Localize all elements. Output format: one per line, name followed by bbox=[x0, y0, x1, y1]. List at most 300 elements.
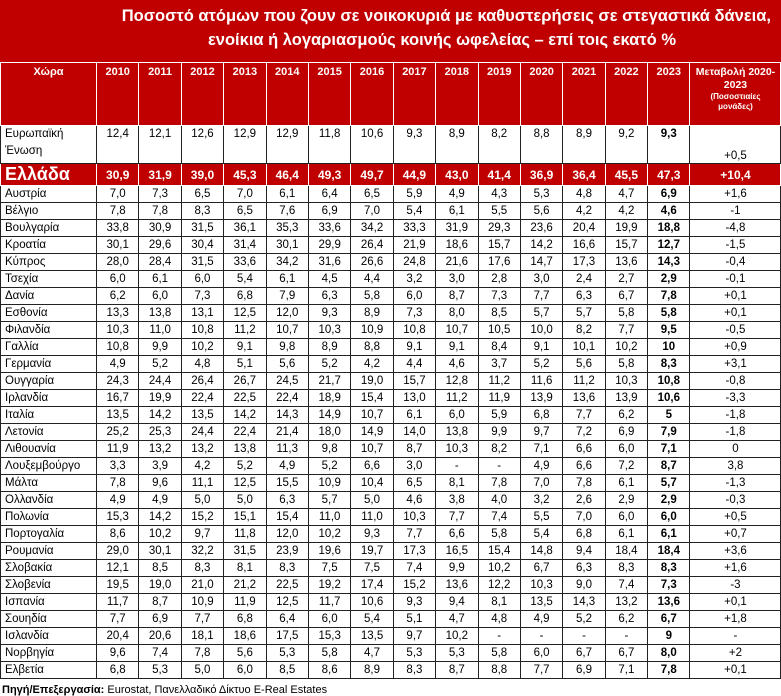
value-cell: 8,9 bbox=[308, 339, 350, 356]
header-year: 2022 bbox=[605, 63, 647, 126]
value-cell: 6,0 bbox=[224, 662, 266, 679]
value-cell: 29,0 bbox=[97, 543, 139, 560]
change-cell: +3,1 bbox=[690, 356, 781, 373]
table-row bbox=[1, 164, 781, 186]
value-cell: 19,5 bbox=[97, 577, 139, 594]
value-cell: 5,7 bbox=[520, 305, 562, 322]
value-cell: 26,4 bbox=[351, 237, 393, 254]
value-cell: 8,7 bbox=[139, 594, 181, 611]
value-cell: 6,5 bbox=[351, 186, 393, 203]
value-cell: 4,2 bbox=[605, 203, 647, 220]
value-cell: 5,1 bbox=[224, 356, 266, 373]
table-row bbox=[1, 288, 781, 305]
value-cell: 9,9 bbox=[478, 424, 520, 441]
value-cell: 8,3 bbox=[648, 356, 690, 373]
value-cell: 12,9 bbox=[224, 126, 266, 164]
value-cell: 5,2 bbox=[139, 356, 181, 373]
change-cell: +10,4 bbox=[690, 164, 781, 186]
value-cell: 4,9 bbox=[266, 458, 308, 475]
value-cell: 5 bbox=[648, 407, 690, 424]
value-cell: 15,3 bbox=[308, 628, 350, 645]
value-cell: 7,7 bbox=[181, 611, 223, 628]
header-year: 2016 bbox=[351, 63, 393, 126]
value-cell: 10,3 bbox=[520, 577, 562, 594]
country-cell: Πολωνία bbox=[1, 509, 97, 526]
value-cell: 7,7 bbox=[393, 526, 435, 543]
value-cell: 5,6 bbox=[266, 356, 308, 373]
value-cell: 2,4 bbox=[563, 271, 605, 288]
value-cell: 31,5 bbox=[224, 543, 266, 560]
value-cell: 6,6 bbox=[436, 526, 478, 543]
value-cell: 8,7 bbox=[436, 288, 478, 305]
value-cell: 13,9 bbox=[520, 390, 562, 407]
value-cell: 7,8 bbox=[563, 475, 605, 492]
value-cell: 7,1 bbox=[520, 441, 562, 458]
table-row bbox=[1, 220, 781, 237]
table-row bbox=[1, 594, 781, 611]
value-cell: 16,6 bbox=[563, 237, 605, 254]
value-cell: 5,8 bbox=[308, 645, 350, 662]
value-cell: 10,9 bbox=[181, 594, 223, 611]
value-cell: 6,3 bbox=[563, 560, 605, 577]
value-cell: 13,5 bbox=[181, 407, 223, 424]
value-cell: 11,2 bbox=[478, 373, 520, 390]
value-cell: 5,9 bbox=[393, 186, 435, 203]
value-cell: 4,2 bbox=[181, 458, 223, 475]
value-cell: 19,7 bbox=[351, 543, 393, 560]
country-cell: Σλοβενία bbox=[1, 577, 97, 594]
value-cell: 6,9 bbox=[139, 611, 181, 628]
value-cell: 9,7 bbox=[393, 628, 435, 645]
value-cell: 8,0 bbox=[436, 305, 478, 322]
country-cell: Ιταλία bbox=[1, 407, 97, 424]
value-cell: 6,8 bbox=[520, 407, 562, 424]
value-cell: 6,7 bbox=[605, 288, 647, 305]
country-cell: Φιλανδία bbox=[1, 322, 97, 339]
value-cell: 46,4 bbox=[266, 164, 308, 186]
value-cell: 4,2 bbox=[563, 203, 605, 220]
value-cell: 9,1 bbox=[224, 339, 266, 356]
value-cell: 10,9 bbox=[308, 475, 350, 492]
value-cell: 5,3 bbox=[266, 645, 308, 662]
value-cell: 11,0 bbox=[139, 322, 181, 339]
value-cell: 12,0 bbox=[266, 305, 308, 322]
value-cell: 22,5 bbox=[266, 577, 308, 594]
value-cell: 3,7 bbox=[478, 356, 520, 373]
value-cell: 2,8 bbox=[478, 271, 520, 288]
change-cell: +1,6 bbox=[690, 186, 781, 203]
value-cell: 13,5 bbox=[520, 594, 562, 611]
value-cell: 17,5 bbox=[266, 628, 308, 645]
value-cell: 18,8 bbox=[648, 220, 690, 237]
value-cell: 6,7 bbox=[648, 611, 690, 628]
value-cell: 6,1 bbox=[393, 407, 435, 424]
value-cell: 6,1 bbox=[266, 271, 308, 288]
value-cell: 19,0 bbox=[139, 577, 181, 594]
value-cell: 10,8 bbox=[393, 322, 435, 339]
value-cell: 9,5 bbox=[648, 322, 690, 339]
value-cell: 5,7 bbox=[563, 305, 605, 322]
value-cell: 11,6 bbox=[520, 373, 562, 390]
value-cell: 5,5 bbox=[520, 509, 562, 526]
data-table bbox=[0, 62, 781, 679]
value-cell: 13,8 bbox=[139, 305, 181, 322]
value-cell: 10,2 bbox=[605, 339, 647, 356]
table-row bbox=[1, 645, 781, 662]
value-cell: 13,9 bbox=[605, 390, 647, 407]
value-cell: 4,9 bbox=[139, 492, 181, 509]
country-cell: Βέλγιο bbox=[1, 203, 97, 220]
value-cell: 13,1 bbox=[181, 305, 223, 322]
value-cell: 8,5 bbox=[139, 560, 181, 577]
country-cell: Κροατία bbox=[1, 237, 97, 254]
value-cell: 12,9 bbox=[266, 126, 308, 164]
value-cell: 6,1 bbox=[266, 186, 308, 203]
value-cell: 19,9 bbox=[139, 390, 181, 407]
table-row bbox=[1, 126, 781, 164]
table-row bbox=[1, 475, 781, 492]
value-cell: 8,2 bbox=[563, 322, 605, 339]
value-cell: 32,2 bbox=[181, 543, 223, 560]
value-cell: 4,9 bbox=[436, 186, 478, 203]
value-cell: 11,9 bbox=[97, 441, 139, 458]
value-cell: 5,2 bbox=[308, 356, 350, 373]
value-cell: 25,3 bbox=[139, 424, 181, 441]
value-cell: 31,9 bbox=[139, 164, 181, 186]
value-cell: 10,7 bbox=[351, 407, 393, 424]
change-cell: -1,3 bbox=[690, 475, 781, 492]
value-cell: 4,4 bbox=[351, 271, 393, 288]
value-cell: 8,2 bbox=[478, 441, 520, 458]
value-cell: 8,2 bbox=[478, 126, 520, 164]
country-cell: Σλοβακία bbox=[1, 560, 97, 577]
value-cell: 5,7 bbox=[308, 492, 350, 509]
value-cell: 12,5 bbox=[266, 594, 308, 611]
value-cell: 17,6 bbox=[478, 254, 520, 271]
value-cell: 5,0 bbox=[181, 662, 223, 679]
value-cell: 2,7 bbox=[605, 271, 647, 288]
change-cell: 0 bbox=[690, 441, 781, 458]
change-cell: -0,4 bbox=[690, 254, 781, 271]
value-cell: 24,4 bbox=[181, 424, 223, 441]
value-cell: 20,4 bbox=[563, 220, 605, 237]
country-cell: Σουηδία bbox=[1, 611, 97, 628]
value-cell: 15,2 bbox=[181, 509, 223, 526]
value-cell: - bbox=[478, 458, 520, 475]
value-cell: - bbox=[478, 628, 520, 645]
value-cell: 7,4 bbox=[478, 509, 520, 526]
value-cell: 9,3 bbox=[648, 126, 690, 164]
value-cell: 6,5 bbox=[224, 203, 266, 220]
value-cell: 14,3 bbox=[648, 254, 690, 271]
value-cell: 28,0 bbox=[97, 254, 139, 271]
value-cell: 13,2 bbox=[139, 441, 181, 458]
value-cell: 8,8 bbox=[520, 126, 562, 164]
value-cell: 8,7 bbox=[393, 441, 435, 458]
value-cell: 4,0 bbox=[478, 492, 520, 509]
table-row bbox=[1, 577, 781, 594]
value-cell: 9 bbox=[648, 628, 690, 645]
value-cell: 6,2 bbox=[97, 288, 139, 305]
value-cell: 8,1 bbox=[478, 594, 520, 611]
value-cell: 21,4 bbox=[266, 424, 308, 441]
value-cell: 4,7 bbox=[605, 186, 647, 203]
header-year: 2023 bbox=[648, 63, 690, 126]
value-cell: 18,4 bbox=[605, 543, 647, 560]
change-cell: - bbox=[690, 628, 781, 645]
value-cell: 7,0 bbox=[563, 509, 605, 526]
country-cell: Κύπρος bbox=[1, 254, 97, 271]
value-cell: 30,4 bbox=[181, 237, 223, 254]
value-cell: 6,7 bbox=[563, 645, 605, 662]
value-cell: 14,8 bbox=[520, 543, 562, 560]
value-cell: 8,6 bbox=[97, 526, 139, 543]
value-cell: 11,1 bbox=[181, 475, 223, 492]
value-cell: 6,6 bbox=[563, 441, 605, 458]
value-cell: 34,2 bbox=[266, 254, 308, 271]
value-cell: 7,7 bbox=[520, 288, 562, 305]
value-cell: 10,2 bbox=[308, 526, 350, 543]
value-cell: 16,5 bbox=[436, 543, 478, 560]
value-cell: 10,0 bbox=[520, 322, 562, 339]
value-cell: 26,4 bbox=[181, 373, 223, 390]
value-cell: 19,9 bbox=[605, 220, 647, 237]
value-cell: 13,6 bbox=[563, 390, 605, 407]
value-cell: 12,2 bbox=[478, 577, 520, 594]
value-cell: 4,9 bbox=[97, 492, 139, 509]
value-cell: - bbox=[436, 458, 478, 475]
value-cell: 6,1 bbox=[436, 203, 478, 220]
value-cell: 6,1 bbox=[605, 475, 647, 492]
value-cell: 7,8 bbox=[648, 288, 690, 305]
value-cell: 24,3 bbox=[97, 373, 139, 390]
header-year: 2010 bbox=[97, 63, 139, 126]
table-row bbox=[1, 203, 781, 220]
table-row bbox=[1, 373, 781, 390]
value-cell: 5,7 bbox=[648, 475, 690, 492]
table-row bbox=[1, 458, 781, 475]
header-change-label: Μεταβολή 2020- 2023 bbox=[695, 66, 776, 91]
value-cell: 21,0 bbox=[181, 577, 223, 594]
value-cell: 6,6 bbox=[351, 458, 393, 475]
value-cell: 7,8 bbox=[181, 645, 223, 662]
value-cell: 8,6 bbox=[308, 662, 350, 679]
value-cell: 23,9 bbox=[266, 543, 308, 560]
value-cell: 5,6 bbox=[520, 203, 562, 220]
value-cell: 10,6 bbox=[351, 594, 393, 611]
value-cell: 10 bbox=[648, 339, 690, 356]
value-cell: 9,3 bbox=[393, 594, 435, 611]
value-cell: 15,2 bbox=[393, 577, 435, 594]
change-cell: -1 bbox=[690, 203, 781, 220]
value-cell: 31,9 bbox=[436, 220, 478, 237]
value-cell: 5,3 bbox=[139, 662, 181, 679]
value-cell: 6,4 bbox=[308, 186, 350, 203]
value-cell: 6,8 bbox=[224, 611, 266, 628]
value-cell: 33,6 bbox=[308, 220, 350, 237]
value-cell: 10,2 bbox=[436, 628, 478, 645]
table-row bbox=[1, 662, 781, 679]
value-cell: 4,2 bbox=[351, 356, 393, 373]
value-cell: 9,7 bbox=[181, 526, 223, 543]
value-cell: 13,3 bbox=[97, 305, 139, 322]
value-cell: 8,5 bbox=[266, 662, 308, 679]
change-cell: -1,8 bbox=[690, 424, 781, 441]
value-cell: 6,0 bbox=[139, 288, 181, 305]
table-row bbox=[1, 356, 781, 373]
value-cell: 10,4 bbox=[351, 475, 393, 492]
value-cell: 10,7 bbox=[351, 441, 393, 458]
table-row bbox=[1, 492, 781, 509]
value-cell: 8,5 bbox=[478, 305, 520, 322]
value-cell: 10,3 bbox=[308, 322, 350, 339]
value-cell: 23,6 bbox=[520, 220, 562, 237]
table-row bbox=[1, 407, 781, 424]
value-cell: 4,9 bbox=[97, 356, 139, 373]
value-cell: 12,5 bbox=[224, 305, 266, 322]
country-cell: Ρουμανία bbox=[1, 543, 97, 560]
value-cell: 11,8 bbox=[224, 526, 266, 543]
table-row bbox=[1, 611, 781, 628]
value-cell: 6,3 bbox=[308, 288, 350, 305]
value-cell: 26,6 bbox=[351, 254, 393, 271]
value-cell: 6,1 bbox=[605, 526, 647, 543]
header-year: 2012 bbox=[181, 63, 223, 126]
header-change-note: (Ποσοστιαίες μονάδες) bbox=[710, 92, 761, 111]
value-cell: 13,0 bbox=[393, 390, 435, 407]
value-cell: 6,9 bbox=[605, 424, 647, 441]
value-cell: 20,4 bbox=[97, 628, 139, 645]
value-cell: 6,2 bbox=[605, 407, 647, 424]
value-cell: 13,8 bbox=[436, 424, 478, 441]
country-cell: Λιθουανία bbox=[1, 441, 97, 458]
value-cell: 9,7 bbox=[520, 424, 562, 441]
value-cell: 18,1 bbox=[181, 628, 223, 645]
value-cell: 19,6 bbox=[308, 543, 350, 560]
value-cell: 6,6 bbox=[563, 458, 605, 475]
value-cell: 5,0 bbox=[181, 492, 223, 509]
value-cell: 7,7 bbox=[97, 611, 139, 628]
value-cell: 14,2 bbox=[520, 237, 562, 254]
table-row bbox=[1, 441, 781, 458]
country-cell: Ελβετία bbox=[1, 662, 97, 679]
value-cell: 5,8 bbox=[351, 288, 393, 305]
value-cell: 6,0 bbox=[605, 509, 647, 526]
value-cell: 5,8 bbox=[478, 526, 520, 543]
value-cell: 12,4 bbox=[97, 126, 139, 164]
table-row bbox=[1, 424, 781, 441]
value-cell: 7,5 bbox=[308, 560, 350, 577]
value-cell: 8,3 bbox=[605, 560, 647, 577]
value-cell: 7,0 bbox=[520, 475, 562, 492]
value-cell: 11,0 bbox=[308, 509, 350, 526]
value-cell: 11,2 bbox=[224, 322, 266, 339]
value-cell: 5,8 bbox=[648, 305, 690, 322]
value-cell: 5,5 bbox=[478, 203, 520, 220]
value-cell: 7,8 bbox=[139, 203, 181, 220]
value-cell: 7,8 bbox=[97, 203, 139, 220]
value-cell: 4,6 bbox=[436, 356, 478, 373]
value-cell: 6,7 bbox=[605, 645, 647, 662]
value-cell: 12,1 bbox=[139, 126, 181, 164]
value-cell: 35,3 bbox=[266, 220, 308, 237]
value-cell: 4,8 bbox=[478, 611, 520, 628]
header-year: 2011 bbox=[139, 63, 181, 126]
value-cell: - bbox=[605, 628, 647, 645]
table-row bbox=[1, 560, 781, 577]
table-row bbox=[1, 543, 781, 560]
value-cell: 8,4 bbox=[478, 339, 520, 356]
value-cell: 7,4 bbox=[393, 560, 435, 577]
value-cell: 9,1 bbox=[520, 339, 562, 356]
value-cell: 6,9 bbox=[308, 203, 350, 220]
value-cell: 30,1 bbox=[139, 543, 181, 560]
value-cell: 45,5 bbox=[605, 164, 647, 186]
value-cell: 18,6 bbox=[436, 237, 478, 254]
country-cell: Αυστρία bbox=[1, 186, 97, 203]
value-cell: 8,0 bbox=[648, 645, 690, 662]
value-cell: 33,8 bbox=[97, 220, 139, 237]
value-cell: 12,1 bbox=[97, 560, 139, 577]
value-cell: 10,8 bbox=[181, 322, 223, 339]
change-cell: +0,5 bbox=[690, 126, 781, 164]
change-cell: +3,6 bbox=[690, 543, 781, 560]
value-cell: 9,9 bbox=[139, 339, 181, 356]
value-cell: 9,6 bbox=[97, 645, 139, 662]
value-cell: 28,4 bbox=[139, 254, 181, 271]
value-cell: 8,3 bbox=[181, 203, 223, 220]
value-cell: 31,6 bbox=[308, 254, 350, 271]
value-cell: 8,9 bbox=[351, 662, 393, 679]
table-row bbox=[1, 271, 781, 288]
value-cell: 2,9 bbox=[605, 492, 647, 509]
value-cell: 30,1 bbox=[266, 237, 308, 254]
value-cell: 5,8 bbox=[605, 305, 647, 322]
value-cell: 3,8 bbox=[436, 492, 478, 509]
value-cell: 7,1 bbox=[605, 662, 647, 679]
value-cell: 4,8 bbox=[563, 186, 605, 203]
source-label: Πηγή/Επεξεργασία: bbox=[2, 684, 105, 696]
value-cell: 30,9 bbox=[97, 164, 139, 186]
source-note bbox=[0, 679, 781, 696]
value-cell: 24,4 bbox=[139, 373, 181, 390]
value-cell: 6,0 bbox=[520, 645, 562, 662]
change-cell: +0,1 bbox=[690, 662, 781, 679]
value-cell: 3,3 bbox=[97, 458, 139, 475]
value-cell: 4,9 bbox=[520, 611, 562, 628]
value-cell: 14,9 bbox=[351, 424, 393, 441]
table-row bbox=[1, 628, 781, 645]
country-cell: Ισλανδία bbox=[1, 628, 97, 645]
value-cell: - bbox=[520, 628, 562, 645]
value-cell: 29,3 bbox=[478, 220, 520, 237]
value-cell: 12,8 bbox=[436, 373, 478, 390]
value-cell: 13,6 bbox=[605, 254, 647, 271]
value-cell: 5,9 bbox=[478, 407, 520, 424]
change-cell: -0,1 bbox=[690, 271, 781, 288]
value-cell: 7,9 bbox=[266, 288, 308, 305]
value-cell: 8,1 bbox=[436, 475, 478, 492]
value-cell: 43,0 bbox=[436, 164, 478, 186]
change-cell: -0,8 bbox=[690, 373, 781, 390]
value-cell: 5,1 bbox=[393, 611, 435, 628]
value-cell: 4,8 bbox=[181, 356, 223, 373]
change-cell: +0,5 bbox=[690, 509, 781, 526]
value-cell: 15,7 bbox=[605, 237, 647, 254]
value-cell: 5,8 bbox=[605, 356, 647, 373]
change-cell: +0,7 bbox=[690, 526, 781, 543]
value-cell: 47,3 bbox=[648, 164, 690, 186]
